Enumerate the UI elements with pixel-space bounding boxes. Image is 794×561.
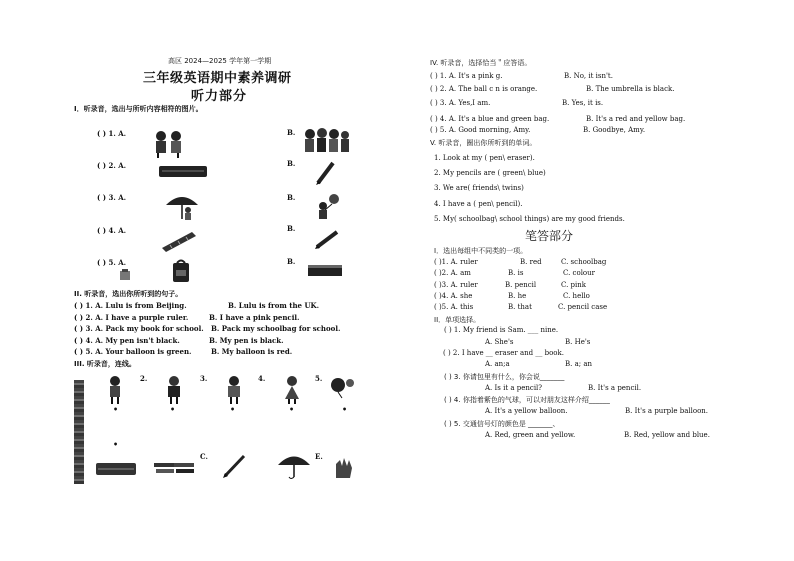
schoolbag-image [170,258,192,284]
girl-with-umbrella-image [164,193,200,221]
part6-q5-a: ( )5. A. this [434,303,474,311]
part1-q2-label: ( ) 2. A. [97,161,127,170]
part1-q3-b-label: B. [287,193,296,202]
part1-q1-label: ( ) 1. A. [97,129,127,138]
part6-q3-b: B. pencil [505,281,537,289]
two-friends-image [148,130,188,158]
part4-q1-a: ( ) 1. A. It's a pink g. [430,72,503,80]
part6-q4-c: C. hello [563,292,590,300]
part7-q3: ( ) 3. 你请包里有什么，你会说_______ [444,373,565,381]
part1-q4-label: ( ) 4. A. [97,226,127,235]
part5-q2: 2. My pencils are ( green\ blue) [434,169,546,177]
part6-q3-a: ( )3. A. ruler [434,281,478,289]
part5-q3: 3. We are( friends\ twins) [434,184,524,192]
listening-section-title: 听力部分 [191,89,248,104]
part4-q2-a: ( ) 2. A. The ball c n is orange. [430,85,538,93]
part7-q2-a: A. an;a [485,360,510,368]
part7-q1-b: B. He's [565,338,591,346]
part2-q4-b: B. My pen is black. [209,336,284,345]
part1-q5-label: ( ) 5. A. [97,258,127,267]
part2-q2-b: B. I have a pink pencil. [209,313,300,322]
part4-q4-b: B. It's a red and yellow bag. [586,115,686,123]
part2-q1-a: ( ) 1. A. Lulu is from Beijing. [74,301,187,310]
pencil-image [222,453,248,479]
part2-heading: II. 听录音，选出你所听到的句子。 [74,290,183,298]
pen-image [314,160,336,186]
part6-q5-b: B. that [508,303,532,311]
ruler-image [160,230,198,252]
group-of-children-image [302,128,350,156]
part4-q2-b: B. The umbrella is black. [586,85,675,93]
part3-num-3: 3. [200,374,208,383]
part6-q1-c: C. schoolbag [561,258,607,266]
part2-q5-b: B. My balloon is red. [211,347,293,356]
part7-heading: II．单项选择。 [434,316,481,324]
part1-heading: I．听录音，选出与所听内容相符的图片。 [74,105,203,113]
part7-q5: ( ) 5. 交通信号灯的颜色是 _______、 [444,420,560,428]
part5-q4: 4. I have a ( pen\ pencil). [434,200,523,208]
part1-q4-b-label: B. [287,224,296,233]
part2-q4-a: ( ) 4. A. My pen isn't black. [74,336,180,345]
part5-q1: 1. Look at my ( pen\ eraser). [434,154,535,162]
part7-q4: ( ) 4. 你指着紫色的气球，可以对朋友这样介绍______ [444,396,610,404]
part5-q5: 5. My( schoolbag\ school things) are my good friends. [434,215,625,223]
pencil-box-image [94,460,138,478]
part2-q2-a: ( ) 2. A. I have a purple ruler. [74,313,189,322]
book-image [306,262,344,278]
part6-q2-b: B. is [508,269,524,277]
part4-q5-b: B. Goodbye, Amy. [583,126,646,134]
part3-num-5: 5. [315,374,323,383]
part3-heading: III. 听录音，连线。 [74,360,136,368]
part1-q3-label: ( ) 3. A. [97,193,127,202]
part1-q2-b-label: B. [287,159,296,168]
part4-heading: IV. 听录音，选择恰当＂应答语。 [430,59,532,67]
sharpener-image [118,268,132,282]
part2-q5-a: ( ) 5. A. Your balloon is green. [74,347,192,356]
part4-q4-a: ( ) 4. A. It's a blue and green bag. [430,115,550,123]
part3-num-2: 2. [140,374,148,383]
school-year-line: 高区 2024—2025 学年第一学期 [168,57,272,65]
part7-q1: ( ) 1. My friend is Sam. ___ nine. [444,326,559,334]
boy-figure-2-image [162,375,186,405]
part4-q3-a: ( ) 3. A. Yes,I am. [430,99,491,107]
hand-holding-image [330,452,358,480]
girl-with-balloon-image [314,193,340,221]
part7-q3-a: A. Is it a pencil? [485,384,543,392]
exam-title: 三年级英语期中素养调研 [143,71,292,86]
part1-q5-b-label: B. [287,257,296,266]
part6-q3-c: C. pink [561,281,587,289]
part3-num-4: 4. [258,374,266,383]
umbrella-image [276,452,312,480]
writing-section-title: 笔答部分 [525,229,574,243]
part7-q4-a: A. It's a yellow balloon. [485,407,568,415]
part4-q5-a: ( ) 5. A. Good morning, Amy. [430,126,531,134]
part2-q3-a: ( ) 3. A. Pack my book for school. [74,324,204,333]
scan-edge-strip [74,380,84,484]
part7-q5-b: B. Red, yellow and blue. [624,431,710,439]
part5-heading: V. 听录音，圈出你所听到的单词。 [430,139,537,147]
part7-q3-b: B. It's a pencil. [588,384,642,392]
part2-q1-b: B. Lulu is from the UK. [228,301,320,310]
part6-q5-c: C. pencil case [558,303,608,311]
part7-q1-a: A. She's [485,338,514,346]
part7-q5-a: A. Red, green and yellow. [485,431,576,439]
part4-q1-b: B. No, it isn't. [564,72,613,80]
part7-q2: ( ) 2. I have __ eraser and __ book. [443,349,564,357]
part3-letter-e: E. [315,452,323,461]
part7-q2-b: B. a; an [565,360,593,368]
part6-q1-b: B. red [520,258,542,266]
part6-q4-b: B. he [508,292,527,300]
part4-q3-b: B. Yes, it is. [562,99,604,107]
girl-figure-image [280,375,304,405]
part7-q4-b: B. It's a purple balloon. [625,407,709,415]
fountain-pen-image [314,228,340,250]
part1-q1-b-label: B. [287,128,296,137]
part6-q1-a: ( )1. A. ruler [434,258,478,266]
books-stack-image [152,460,196,478]
boy-figure-1-image [104,375,126,405]
boy-figure-3-image [222,375,246,405]
part6-q2-a: ( )2. A. am [434,269,471,277]
child-with-balloon-image [328,375,358,399]
part6-q4-a: ( )4. A. she [434,292,473,300]
part6-heading: I．选出每组中不同类的一项。 [434,247,528,255]
pencil-case-image [158,163,208,179]
part3-letter-c: C. [200,452,208,461]
part6-q2-c: C. colour [563,269,595,277]
part2-q3-b: B. Pack my schoolbag for school. [211,324,341,333]
